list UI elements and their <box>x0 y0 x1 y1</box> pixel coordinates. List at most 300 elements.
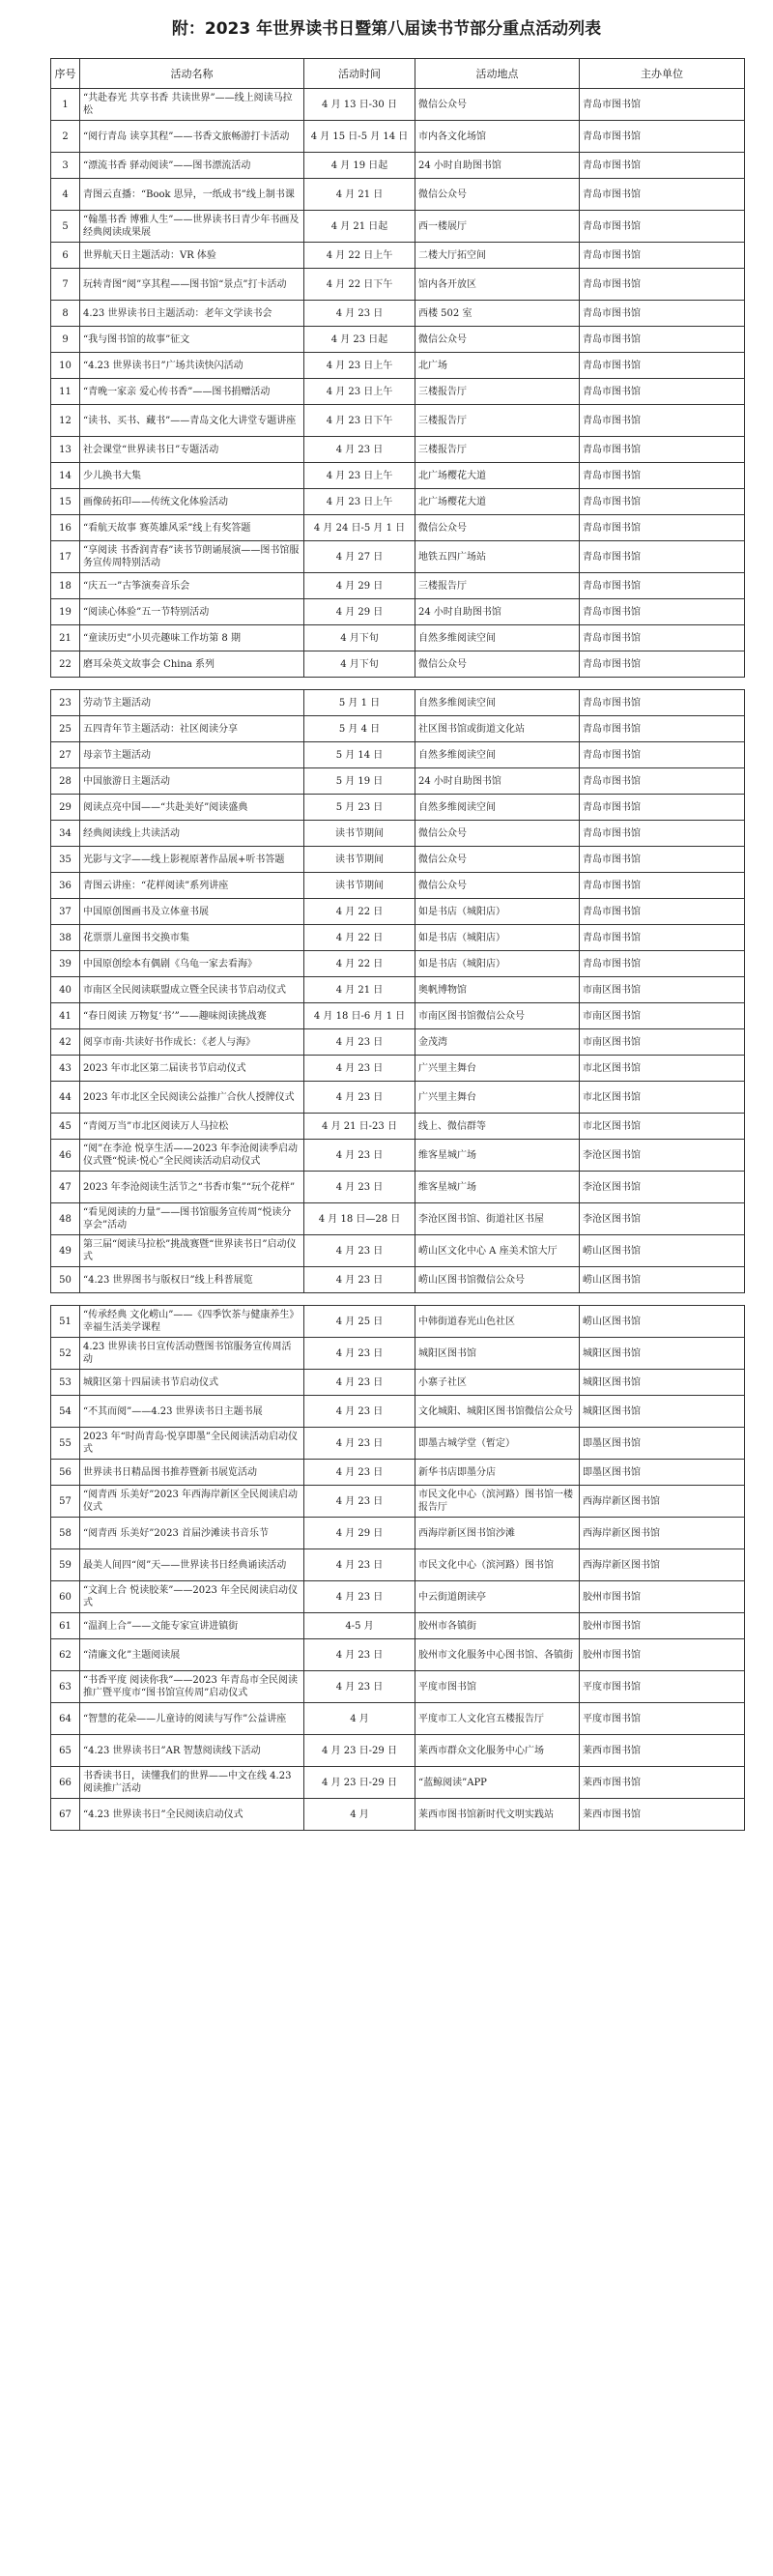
activity-name-cell: 母亲节主题活动 <box>80 742 304 768</box>
activity-name-cell: 2023 年“时尚青岛·悦享即墨”全民阅读活动启动仪式 <box>80 1428 304 1460</box>
activity-name-cell: 青图云直播：“Book 思异，一纸成书”线上制书课 <box>80 179 304 211</box>
organizer-cell: 城阳区图书馆 <box>580 1370 745 1396</box>
column-header-activity-time: 活动时间 <box>304 59 415 89</box>
activity-location-cell: 西一楼展厅 <box>415 211 580 243</box>
activity-name-cell: “看见阅读的力量”——图书馆服务宣传周“悦读分享会”活动 <box>80 1203 304 1235</box>
activity-name-cell: “不其而阅”——4.23 世界读书日主题书展 <box>80 1396 304 1428</box>
activity-location-cell: 24 小时自助图书馆 <box>415 599 580 625</box>
table-row <box>51 1767 745 1799</box>
activity-name-cell: “青晚一家亲 爱心传书香”——图书捐赠活动 <box>80 379 304 405</box>
table-row <box>51 1518 745 1549</box>
activity-name-cell: “书香平度 阅读你我”——2023 年青岛市全民阅读推广暨平度市“图书馆宣传周”启动仪式 <box>80 1671 304 1703</box>
activity-location-cell: 地铁五四广场站 <box>415 541 580 573</box>
organizer-cell: 青岛市图书馆 <box>580 153 745 179</box>
activity-location-cell: 二楼大厅拓空间 <box>415 243 580 269</box>
activity-location-cell: 三楼报告厅 <box>415 573 580 599</box>
row-number-cell: 6 <box>51 243 80 269</box>
activity-name-cell: “清廉文化”主题阅读展 <box>80 1639 304 1671</box>
organizer-cell: 即墨区图书馆 <box>580 1460 745 1486</box>
activity-time-cell: 4 月 18 日-6 月 1 日 <box>304 1003 415 1029</box>
table-row <box>51 1428 745 1460</box>
activity-location-cell: 西楼 502 室 <box>415 301 580 327</box>
table-row <box>51 489 745 515</box>
activity-name-cell: “春日阅读 万物复‘书’”——趣味阅读挑战赛 <box>80 1003 304 1029</box>
activity-table <box>50 689 745 1293</box>
activity-time-cell: 4 月 23 日 <box>304 1172 415 1203</box>
table-row <box>51 1172 745 1203</box>
activity-time-cell: 4 月 23 日 <box>304 1549 415 1581</box>
activity-location-cell: 北广场樱花大道 <box>415 489 580 515</box>
activity-name-cell: “漂流书香 驿动阅读”——图书漂流活动 <box>80 153 304 179</box>
table-row <box>51 899 745 925</box>
table-row <box>51 1370 745 1396</box>
organizer-cell: 青岛市图书馆 <box>580 573 745 599</box>
activity-time-cell: 4 月 21 日 <box>304 977 415 1003</box>
organizer-cell: 青岛市图书馆 <box>580 716 745 742</box>
organizer-cell: 青岛市图书馆 <box>580 405 745 437</box>
activity-location-cell: 平度市图书馆 <box>415 1671 580 1703</box>
activity-location-cell: 如是书店（城阳店） <box>415 925 580 951</box>
row-number-cell: 19 <box>51 599 80 625</box>
activity-time-cell: 4 月 23 日 <box>304 1428 415 1460</box>
activity-location-cell: 自然多维阅读空间 <box>415 795 580 821</box>
table-row <box>51 873 745 899</box>
table-row <box>51 269 745 301</box>
table-row <box>51 1703 745 1735</box>
activity-location-cell: 北广场 <box>415 353 580 379</box>
activity-name-cell: “阅青西 乐美好”2023 首届沙滩读书音乐节 <box>80 1518 304 1549</box>
activity-location-cell: 胶州市各镇街 <box>415 1613 580 1639</box>
activity-location-cell: 小寨子社区 <box>415 1370 580 1396</box>
row-number-cell: 45 <box>51 1114 80 1140</box>
table-row <box>51 742 745 768</box>
activity-name-cell: 花票票儿童图书交换市集 <box>80 925 304 951</box>
activity-location-cell: 中云街道朗读亭 <box>415 1581 580 1613</box>
activity-location-cell: 24 小时自助图书馆 <box>415 768 580 795</box>
activity-location-cell: 文化城阳、城阳区图书馆微信公众号 <box>415 1396 580 1428</box>
organizer-cell: 平度市图书馆 <box>580 1671 745 1703</box>
organizer-cell: 青岛市图书馆 <box>580 301 745 327</box>
activity-time-cell: 4 月 23 日 <box>304 1267 415 1293</box>
activity-name-cell: “享阅读 书香润青春”读书节朗诵展演——图书馆服务宣传周特别活动 <box>80 541 304 573</box>
activity-location-cell: 如是书店（城阳店） <box>415 899 580 925</box>
activity-time-cell: 5 月 19 日 <box>304 768 415 795</box>
table-row <box>51 925 745 951</box>
activity-location-cell: 微信公众号 <box>415 179 580 211</box>
row-number-cell: 29 <box>51 795 80 821</box>
activity-name-cell: 社会课堂“世界读书日”专题活动 <box>80 437 304 463</box>
organizer-cell: 青岛市图书馆 <box>580 821 745 847</box>
organizer-cell: 青岛市图书馆 <box>580 379 745 405</box>
row-number-cell: 64 <box>51 1703 80 1735</box>
row-number-cell: 38 <box>51 925 80 951</box>
organizer-cell: 青岛市图书馆 <box>580 847 745 873</box>
activity-name-cell: 2023 年李沧阅读生活节之“书香市集”“玩个花样” <box>80 1172 304 1203</box>
activity-name-cell: “智慧的花朵——儿童诗的阅读与写作”公益讲座 <box>80 1703 304 1735</box>
organizer-cell: 青岛市图书馆 <box>580 951 745 977</box>
table-row <box>51 405 745 437</box>
row-number-cell: 37 <box>51 899 80 925</box>
activity-name-cell: “温润上合”——文能专家宣讲进镇街 <box>80 1613 304 1639</box>
row-number-cell: 11 <box>51 379 80 405</box>
activity-name-cell: “读书、买书、藏书”——青岛文化大讲堂专题讲座 <box>80 405 304 437</box>
activity-name-cell: “文润上合 悦读胶莱”——2023 年全民阅读启动仪式 <box>80 1581 304 1613</box>
table-row <box>51 463 745 489</box>
activity-location-cell: 自然多维阅读空间 <box>415 690 580 716</box>
row-number-cell: 63 <box>51 1671 80 1703</box>
row-number-cell: 65 <box>51 1735 80 1767</box>
organizer-cell: 青岛市图书馆 <box>580 463 745 489</box>
organizer-cell: 青岛市图书馆 <box>580 211 745 243</box>
row-number-cell: 36 <box>51 873 80 899</box>
row-number-cell: 15 <box>51 489 80 515</box>
organizer-cell: 莱西市图书馆 <box>580 1735 745 1767</box>
table-row <box>51 1203 745 1235</box>
activity-name-cell: 市南区全民阅读联盟成立暨全民读书节启动仪式 <box>80 977 304 1003</box>
activity-time-cell: 4 月 15 日-5 月 14 日 <box>304 121 415 153</box>
organizer-cell: 莱西市图书馆 <box>580 1767 745 1799</box>
organizer-cell: 李沧区图书馆 <box>580 1140 745 1172</box>
activity-time-cell: 4 月 23 日 <box>304 1671 415 1703</box>
activity-name-cell: 磨耳朵英文故事会 China 系列 <box>80 651 304 678</box>
table-row <box>51 1235 745 1267</box>
table-row <box>51 795 745 821</box>
organizer-cell: 青岛市图书馆 <box>580 437 745 463</box>
table-row <box>51 1306 745 1338</box>
activity-location-cell: 馆内各开放区 <box>415 269 580 301</box>
row-number-cell: 54 <box>51 1396 80 1428</box>
row-number-cell: 50 <box>51 1267 80 1293</box>
activity-location-cell: 维客星城广场 <box>415 1140 580 1172</box>
activity-time-cell: 4 月 22 日下午 <box>304 269 415 301</box>
activity-time-cell: 4 月 <box>304 1799 415 1831</box>
table-row <box>51 211 745 243</box>
table-row <box>51 651 745 678</box>
activity-name-cell: “阅行青岛 读享其程”——书香文旅畅游打卡活动 <box>80 121 304 153</box>
organizer-cell: 青岛市图书馆 <box>580 690 745 716</box>
organizer-cell: 城阳区图书馆 <box>580 1396 745 1428</box>
row-number-cell: 56 <box>51 1460 80 1486</box>
activity-location-cell: 崂山区文化中心 A 座美术馆大厅 <box>415 1235 580 1267</box>
organizer-cell: 西海岸新区图书馆 <box>580 1518 745 1549</box>
row-number-cell: 10 <box>51 353 80 379</box>
table-row <box>51 353 745 379</box>
table-row <box>51 1613 745 1639</box>
activity-name-cell: “我与图书馆的故事”征文 <box>80 327 304 353</box>
row-number-cell: 51 <box>51 1306 80 1338</box>
activity-time-cell: 4 月 23 日 <box>304 1460 415 1486</box>
activity-name-cell: 中国旅游日主题活动 <box>80 768 304 795</box>
row-number-cell: 49 <box>51 1235 80 1267</box>
row-number-cell: 57 <box>51 1486 80 1518</box>
activity-location-cell: 微信公众号 <box>415 89 580 121</box>
activity-name-cell: “阅”在李沧 悦享生活——2023 年李沧阅读季启动仪式暨“悦读·悦心”全民阅读活动启动仪式 <box>80 1140 304 1172</box>
organizer-cell: 青岛市图书馆 <box>580 899 745 925</box>
activity-time-cell: 4 月 21 日起 <box>304 211 415 243</box>
organizer-cell: 胶州市图书馆 <box>580 1639 745 1671</box>
activity-time-cell: 4 月下旬 <box>304 625 415 651</box>
organizer-cell: 市南区图书馆 <box>580 977 745 1003</box>
table-row <box>51 625 745 651</box>
activity-name-cell: 光影与文字——线上影视原著作品展+听书答题 <box>80 847 304 873</box>
activity-name-cell: “看航天故事 赛英雄风采”线上有奖答题 <box>80 515 304 541</box>
activity-time-cell: 读书节期间 <box>304 821 415 847</box>
organizer-cell: 青岛市图书馆 <box>580 541 745 573</box>
row-number-cell: 62 <box>51 1639 80 1671</box>
activity-time-cell: 4 月 23 日 <box>304 1639 415 1671</box>
activity-name-cell: 2023 年市北区全民阅读公益推广合伙人授牌仪式 <box>80 1082 304 1114</box>
organizer-cell: 胶州市图书馆 <box>580 1613 745 1639</box>
activity-location-cell: 三楼报告厅 <box>415 379 580 405</box>
activity-name-cell: 劳动节主题活动 <box>80 690 304 716</box>
activity-location-cell: 莱西市图书馆新时代文明实践站 <box>415 1799 580 1831</box>
row-number-cell: 35 <box>51 847 80 873</box>
activity-time-cell: 4 月 23 日 <box>304 1486 415 1518</box>
table-row <box>51 1029 745 1056</box>
organizer-cell: 青岛市图书馆 <box>580 327 745 353</box>
organizer-cell: 崂山区图书馆 <box>580 1235 745 1267</box>
activity-time-cell: 4 月 23 日 <box>304 1235 415 1267</box>
activity-location-cell: 金茂湾 <box>415 1029 580 1056</box>
table-row <box>51 977 745 1003</box>
activity-name-cell: 阅享市南·共读好书作成长：《老人与海》 <box>80 1029 304 1056</box>
activity-name-cell: 中国原创图画书及立体童书展 <box>80 899 304 925</box>
activity-time-cell: 4 月 23 日 <box>304 1056 415 1082</box>
table-row <box>51 951 745 977</box>
activity-name-cell: “阅读心体验”五一节特别活动 <box>80 599 304 625</box>
organizer-cell: 市北区图书馆 <box>580 1056 745 1082</box>
activity-time-cell: 4 月 23 日上午 <box>304 353 415 379</box>
table-row <box>51 1799 745 1831</box>
row-number-cell: 66 <box>51 1767 80 1799</box>
row-number-cell: 2 <box>51 121 80 153</box>
organizer-cell: 莱西市图书馆 <box>580 1799 745 1831</box>
row-number-cell: 1 <box>51 89 80 121</box>
activity-time-cell: 4 月 22 日 <box>304 899 415 925</box>
activity-time-cell: 4 月 19 日起 <box>304 153 415 179</box>
organizer-cell: 青岛市图书馆 <box>580 179 745 211</box>
organizer-cell: 青岛市图书馆 <box>580 515 745 541</box>
table-row <box>51 573 745 599</box>
activity-time-cell: 4 月 25 日 <box>304 1306 415 1338</box>
row-number-cell: 41 <box>51 1003 80 1029</box>
activity-name-cell: “4.23 世界读书日”全民阅读启动仪式 <box>80 1799 304 1831</box>
activity-tables <box>0 58 773 1831</box>
activity-name-cell: “4.23 世界图书与版权日”线上科普展览 <box>80 1267 304 1293</box>
row-number-cell: 39 <box>51 951 80 977</box>
activity-name-cell: 4.23 世界读书日宣传活动暨图书馆服务宣传周活动 <box>80 1338 304 1370</box>
table-row <box>51 1003 745 1029</box>
activity-name-cell: “共赴春光 共享书香 共读世界”——线上阅读马拉松 <box>80 89 304 121</box>
organizer-cell: 西海岸新区图书馆 <box>580 1486 745 1518</box>
organizer-cell: 李沧区图书馆 <box>580 1172 745 1203</box>
organizer-cell: 即墨区图书馆 <box>580 1428 745 1460</box>
activity-time-cell: 5 月 14 日 <box>304 742 415 768</box>
activity-name-cell: 第三届“阅读马拉松”挑战赛暨“世界读书日”启动仪式 <box>80 1235 304 1267</box>
activity-name-cell: “庆五一”古筝演奏音乐会 <box>80 573 304 599</box>
activity-time-cell: 4 月 21 日 <box>304 179 415 211</box>
activity-location-cell: 市内各文化场馆 <box>415 121 580 153</box>
organizer-cell: 青岛市图书馆 <box>580 243 745 269</box>
row-number-cell: 23 <box>51 690 80 716</box>
activity-location-cell: 微信公众号 <box>415 873 580 899</box>
table-row <box>51 1338 745 1370</box>
table-row <box>51 1639 745 1671</box>
table-row <box>51 1056 745 1082</box>
table-row <box>51 379 745 405</box>
activity-time-cell: 4 月 22 日 <box>304 951 415 977</box>
organizer-cell: 青岛市图书馆 <box>580 121 745 153</box>
activity-location-cell: 平度市工人文化宫五楼报告厅 <box>415 1703 580 1735</box>
table-row <box>51 89 745 121</box>
row-number-cell: 25 <box>51 716 80 742</box>
organizer-cell: 市南区图书馆 <box>580 1029 745 1056</box>
activity-location-cell: 微信公众号 <box>415 651 580 678</box>
activity-time-cell: 4 月 24 日-5 月 1 日 <box>304 515 415 541</box>
row-number-cell: 12 <box>51 405 80 437</box>
activity-location-cell: 市南区图书馆微信公众号 <box>415 1003 580 1029</box>
activity-name-cell: 中国原创绘本有偶剧《乌龟一家去看海》 <box>80 951 304 977</box>
activity-time-cell: 4 月 29 日 <box>304 599 415 625</box>
table-row <box>51 541 745 573</box>
table-row <box>51 1114 745 1140</box>
row-number-cell: 17 <box>51 541 80 573</box>
table-row <box>51 1671 745 1703</box>
activity-name-cell: 玩转青图“阅”享其程——图书馆“景点”打卡活动 <box>80 269 304 301</box>
activity-location-cell: 微信公众号 <box>415 847 580 873</box>
activity-time-cell: 4 月 18 日—28 日 <box>304 1203 415 1235</box>
organizer-cell: 青岛市图书馆 <box>580 651 745 678</box>
section-gap <box>0 1293 773 1305</box>
activity-location-cell: 市民文化中心（滨河路）图书馆 <box>415 1549 580 1581</box>
activity-location-cell: “蓝鲸阅读”APP <box>415 1767 580 1799</box>
organizer-cell: 崂山区图书馆 <box>580 1306 745 1338</box>
organizer-cell: 市北区图书馆 <box>580 1114 745 1140</box>
activity-time-cell: 4 月 23 日 <box>304 437 415 463</box>
activity-time-cell: 4 月 23 日 <box>304 1029 415 1056</box>
activity-name-cell: “阅青西 乐美好”2023 年西海岸新区全民阅读启动仪式 <box>80 1486 304 1518</box>
table-row <box>51 1140 745 1172</box>
activity-time-cell: 4 月 23 日起 <box>304 327 415 353</box>
organizer-cell: 市南区图书馆 <box>580 1003 745 1029</box>
row-number-cell: 53 <box>51 1370 80 1396</box>
activity-name-cell: 少儿换书大集 <box>80 463 304 489</box>
activity-location-cell: 崂山区图书馆微信公众号 <box>415 1267 580 1293</box>
organizer-cell: 城阳区图书馆 <box>580 1338 745 1370</box>
activity-time-cell: 4 月 23 日-29 日 <box>304 1767 415 1799</box>
activity-time-cell: 4 月 23 日 <box>304 1396 415 1428</box>
organizer-cell: 青岛市图书馆 <box>580 353 745 379</box>
table-row <box>51 847 745 873</box>
row-number-cell: 8 <box>51 301 80 327</box>
document-title: 附：2023 年世界读书日暨第八届读书节部分重点活动列表 <box>171 19 602 39</box>
organizer-cell: 青岛市图书馆 <box>580 625 745 651</box>
activity-name-cell: 画像砖拓印——传统文化体验活动 <box>80 489 304 515</box>
activity-name-cell: “4.23 世界读书日”AR 智慧阅读线下活动 <box>80 1735 304 1767</box>
activity-time-cell: 4 月 22 日上午 <box>304 243 415 269</box>
row-number-cell: 61 <box>51 1613 80 1639</box>
activity-name-cell: “传承经典 文化崂山”——《四季饮茶与健康养生》幸福生活美学课程 <box>80 1306 304 1338</box>
activity-location-cell: 莱西市群众文化服务中心广场 <box>415 1735 580 1767</box>
activity-location-cell: 如是书店（城阳店） <box>415 951 580 977</box>
organizer-cell: 青岛市图书馆 <box>580 873 745 899</box>
activity-time-cell: 4 月下旬 <box>304 651 415 678</box>
activity-location-cell: 自然多维阅读空间 <box>415 742 580 768</box>
activity-time-cell: 4 月 23 日 <box>304 1140 415 1172</box>
organizer-cell: 崂山区图书馆 <box>580 1267 745 1293</box>
row-number-cell: 67 <box>51 1799 80 1831</box>
activity-location-cell: 线上、微信群等 <box>415 1114 580 1140</box>
activity-name-cell: “翰墨书香 博雅人生”——世界读书日青少年书画及经典阅读成果展 <box>80 211 304 243</box>
row-number-cell: 4 <box>51 179 80 211</box>
row-number-cell: 34 <box>51 821 80 847</box>
table-row <box>51 121 745 153</box>
activity-location-cell: 市民文化中心（滨河路）图书馆一楼报告厅 <box>415 1486 580 1518</box>
table-row <box>51 515 745 541</box>
row-number-cell: 18 <box>51 573 80 599</box>
row-number-cell: 59 <box>51 1549 80 1581</box>
table-row <box>51 1581 745 1613</box>
activity-table <box>50 1305 745 1831</box>
activity-location-cell: 自然多维阅读空间 <box>415 625 580 651</box>
table-row <box>51 1082 745 1114</box>
activity-location-cell: 胶州市文化服务中心图书馆、各镇街 <box>415 1639 580 1671</box>
activity-time-cell: 4 月 22 日 <box>304 925 415 951</box>
activity-location-cell: 中韩街道春光山色社区 <box>415 1306 580 1338</box>
table-header-row <box>51 59 745 89</box>
row-number-cell: 27 <box>51 742 80 768</box>
activity-time-cell: 4 月 23 日 <box>304 301 415 327</box>
activity-time-cell: 4 月 23 日上午 <box>304 463 415 489</box>
activity-time-cell: 4 月 23 日 <box>304 1370 415 1396</box>
organizer-cell: 胶州市图书馆 <box>580 1581 745 1613</box>
activity-name-cell: “童读历史”小贝壳趣味工作坊第 8 期 <box>80 625 304 651</box>
row-number-cell: 46 <box>51 1140 80 1172</box>
activity-location-cell: 社区图书馆或街道文化站 <box>415 716 580 742</box>
activity-time-cell: 读书节期间 <box>304 873 415 899</box>
organizer-cell: 西海岸新区图书馆 <box>580 1549 745 1581</box>
activity-time-cell: 4 月 <box>304 1703 415 1735</box>
row-number-cell: 48 <box>51 1203 80 1235</box>
activity-time-cell: 4 月 23 日 <box>304 1338 415 1370</box>
row-number-cell: 7 <box>51 269 80 301</box>
column-header-row-number: 序号 <box>51 59 80 89</box>
activity-time-cell: 5 月 1 日 <box>304 690 415 716</box>
row-number-cell: 22 <box>51 651 80 678</box>
row-number-cell: 40 <box>51 977 80 1003</box>
table-row <box>51 243 745 269</box>
activity-location-cell: 三楼报告厅 <box>415 437 580 463</box>
table-row <box>51 1735 745 1767</box>
activity-time-cell: 5 月 4 日 <box>304 716 415 742</box>
activity-location-cell: 李沧区图书馆、街道社区书屋 <box>415 1203 580 1235</box>
row-number-cell: 42 <box>51 1029 80 1056</box>
organizer-cell: 青岛市图书馆 <box>580 599 745 625</box>
activity-location-cell: 北广场樱花大道 <box>415 463 580 489</box>
activity-location-cell: 广兴里主舞台 <box>415 1056 580 1082</box>
activity-name-cell: 五四青年节主题活动：社区阅读分享 <box>80 716 304 742</box>
activity-name-cell: 阅读点亮中国——“共赴美好”阅读盛典 <box>80 795 304 821</box>
activity-location-cell: 即墨古城学堂（暂定） <box>415 1428 580 1460</box>
activity-name-cell: “青阅万当”市北区阅读万人马拉松 <box>80 1114 304 1140</box>
table-row <box>51 1486 745 1518</box>
organizer-cell: 青岛市图书馆 <box>580 742 745 768</box>
activity-name-cell: 书香读书日，读懂我们的世界——中文在线 4.23 阅读推广活动 <box>80 1767 304 1799</box>
activity-time-cell: 4 月 29 日 <box>304 573 415 599</box>
activity-location-cell: 微信公众号 <box>415 515 580 541</box>
table-row <box>51 1396 745 1428</box>
activity-name-cell: 世界读书日精品图书推荐暨新书展览活动 <box>80 1460 304 1486</box>
